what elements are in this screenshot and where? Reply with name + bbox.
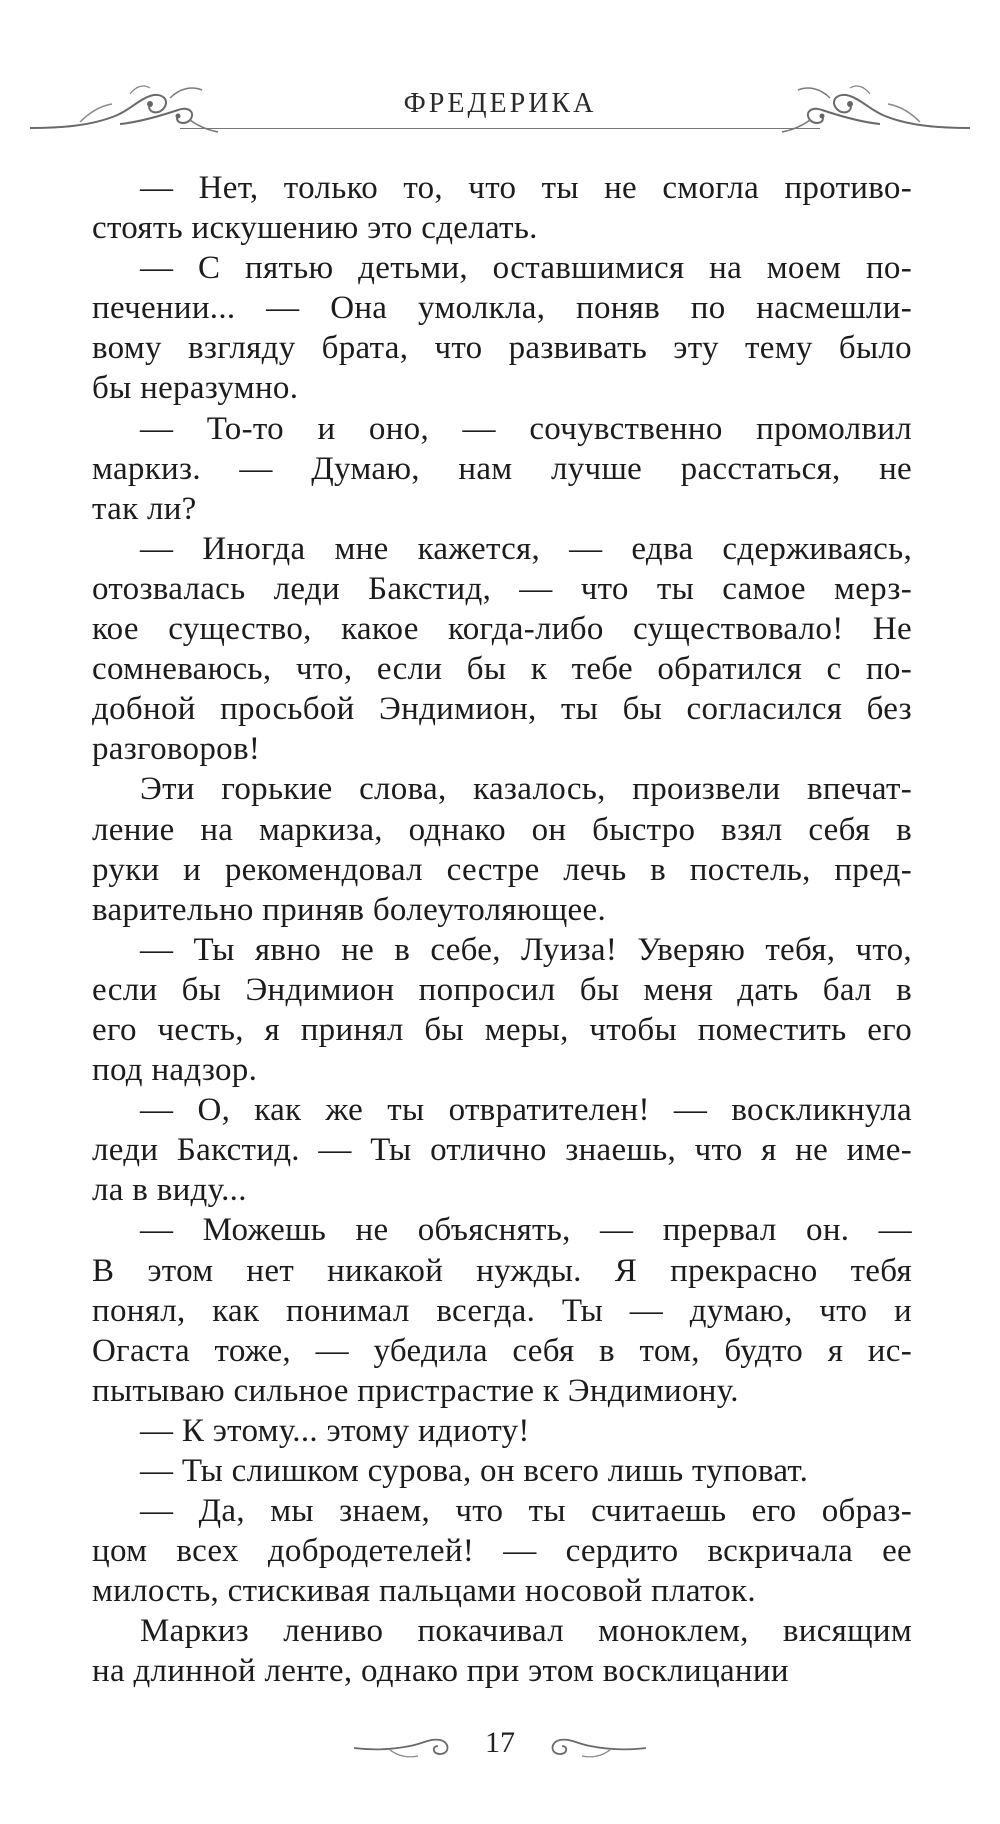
text-line: — То-то и оно, — сочувственно промолвил	[140, 410, 912, 447]
text-line: милость, стискивая пальцами носовой платок.	[92, 1573, 756, 1610]
text-line: стоять искушению это сделать.	[92, 210, 538, 247]
running-header-title: ФРЕДЕРИКА	[403, 88, 597, 119]
text-line: отозвалась леди Бакстид, — что ты самое мерз-	[92, 570, 912, 607]
text-line: пытываю сильное пристрастие к Эндимиону.	[92, 1372, 739, 1409]
page-number: 17	[485, 1726, 515, 1759]
text-line: Маркиз лениво покачивал моноклем, висящим	[140, 1613, 912, 1650]
text-line: варительно приняв болеутоляющее.	[92, 891, 606, 928]
paragraph	[92, 168, 912, 248]
text-line: леди Бакстид. — Ты отлично знаешь, что я не име-	[92, 1132, 912, 1169]
text-line: если бы Эндимион попросил бы меня дать бал в	[92, 971, 912, 1008]
header-divider	[180, 128, 820, 129]
paragraph	[92, 1210, 912, 1410]
text-line: Эти горькие слова, казалось, произвели впечат-	[140, 771, 912, 808]
paragraph	[92, 1491, 912, 1611]
text-line: — Иногда мне кажется, — едва сдерживаясь,	[140, 530, 912, 567]
header-flourish-right-icon	[780, 76, 980, 146]
text-line: Огаста тоже, — убедила себя в том, будто я ис-	[92, 1332, 912, 1369]
text-line: кое существо, какое когда-либо существовало! Не	[92, 611, 912, 648]
body-text	[92, 168, 912, 1692]
text-line: понял, как понимал всегда. Ты — думаю, что и	[92, 1292, 912, 1329]
text-line: ление на маркиза, однако он быстро взял себя в	[92, 811, 912, 848]
text-line: — Ты явно не в себе, Луиза! Уверяю тебя, что,	[140, 931, 912, 968]
text-line: под надзор.	[92, 1052, 258, 1089]
text-line: бы неразумно.	[92, 370, 299, 407]
text-line: — К этому... этому идиоту!	[140, 1412, 530, 1449]
paragraph	[92, 1411, 912, 1451]
paragraph	[92, 1451, 912, 1491]
text-line: — Ты слишком сурова, он всего лишь туповат.	[140, 1453, 809, 1489]
paragraph	[92, 409, 912, 529]
text-line: так ли?	[92, 490, 197, 527]
paragraph	[92, 1611, 912, 1691]
text-line: — Нет, только то, что ты не смогла противо-	[140, 170, 912, 206]
text-line: ла в виду...	[92, 1172, 247, 1209]
text-line: маркиз. — Думаю, нам лучше расстаться, не	[92, 450, 912, 487]
text-line: его честь, я принял бы меры, чтобы поместить его	[92, 1011, 912, 1048]
paragraph	[92, 930, 912, 1090]
text-line: вому взгляду брата, что развивать эту тему было	[92, 330, 912, 367]
page-footer	[0, 1720, 1000, 1770]
running-header	[20, 70, 980, 150]
text-line: — Можешь не объяснять, — прервал он. —	[140, 1212, 912, 1249]
paragraph	[92, 1090, 912, 1210]
text-line: — Да, мы знаем, что ты считаешь его образ-	[140, 1493, 912, 1530]
text-line: разговоров!	[92, 731, 261, 768]
text-line: на длинной ленте, однако при этом восклицании	[92, 1653, 789, 1690]
paragraph	[92, 248, 912, 408]
text-line: сомневаюсь, что, если бы к тебе обратился с по-	[92, 651, 912, 688]
footer-flourish-right-icon	[540, 1728, 650, 1764]
text-line: цом всех добродетелей! — сердито вскричала ее	[92, 1533, 912, 1570]
text-line: В этом нет никакой нужды. Я прекрасно тебя	[92, 1252, 912, 1289]
text-line: — О, как же ты отвратителен! — воскликнула	[140, 1092, 912, 1129]
text-line: добной просьбой Эндимион, ты бы согласился без	[92, 691, 912, 728]
text-line: печении... — Она умолкла, поняв по насмешли-	[92, 290, 912, 327]
text-line: руки и рекомендовал сестре лечь в постель, пред-	[92, 851, 912, 888]
paragraph	[92, 769, 912, 929]
text-line: — С пятью детьми, оставшимися на моем по-	[140, 250, 912, 287]
paragraph	[92, 529, 912, 770]
